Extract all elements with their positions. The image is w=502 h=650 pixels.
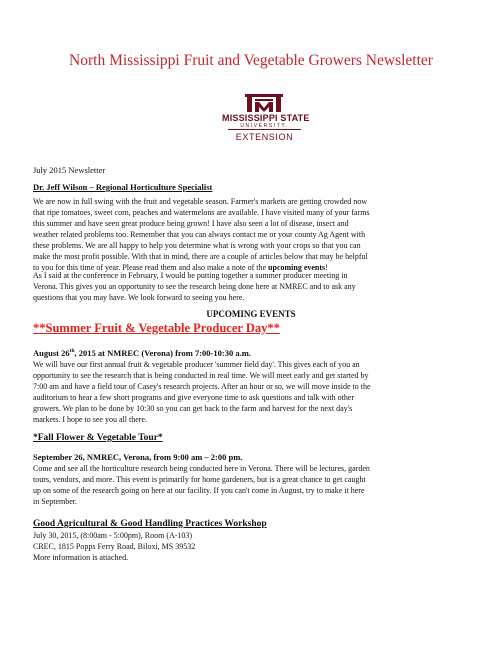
upcoming-events-emphasis: upcoming events	[268, 263, 326, 272]
event1-date-sup: th	[69, 348, 75, 355]
event3-description	[33, 530, 478, 563]
logo-university-name: MISSISSIPPI STATE	[222, 113, 310, 123]
msu-gate-icon	[245, 94, 283, 112]
event1-line: markets. I hope to see you all there.	[33, 415, 147, 424]
intro-line: weather related problems too. Remember that you can always contact me or your county Ag Agent with	[33, 230, 366, 239]
event2-date: September 26, NMREC, Verona, from 9:00 am – 2:00 pm.	[33, 452, 243, 462]
intro-line: these problems. We are all happy to help you determine what is wrong with your crops so that you can	[33, 241, 361, 250]
logo-extension-word: EXTENSION	[235, 132, 294, 142]
meeting-line: questions that you may have. We look forward to seeing you here.	[33, 293, 245, 302]
event1-line: 7:00 am and have a field tour of Casey's research projects. After an hour or so, we will move inside to the	[33, 382, 371, 391]
event1-date-post: , 2015 at NMREC (Verona) from 7:00-10:30 a.m.	[74, 348, 251, 358]
meeting-line: Verona. This gives you an opportunity to see the research being done here at NMREC and to ask any	[33, 282, 356, 291]
event1-date-pre: August 26	[33, 348, 70, 358]
meeting-line: As I said at the conference in February, I would be putting together a summer producer meeting in	[33, 271, 348, 280]
event1-line: opportunity to see the research that is being conducted in real time. We will meet early and get started by	[33, 371, 369, 380]
event1-line: growers. We plan to be done by 10:30 so you can get back to the farm and harvest for the next day's	[33, 404, 353, 413]
intro-line: this summer and have seen great produce being grown! I have also seen a lot of disease, insect and	[33, 219, 349, 228]
event2-heading: *Fall Flower & Vegetable Tour*	[33, 433, 163, 443]
intro-paragraph	[33, 196, 478, 273]
logo-university-word: UNIVERSITY.	[240, 123, 289, 129]
newsletter-date: July 2015 Newsletter	[33, 165, 106, 175]
event3-line: More information is attached.	[33, 553, 129, 562]
event1-line: We will have our first annual fruit & vegetable producer 'summer field day'. This gives each of you an	[33, 360, 360, 369]
upcoming-events-heading: UPCOMING EVENTS	[206, 309, 296, 319]
meeting-paragraph	[33, 270, 478, 303]
author-heading: Dr. Jeff Wilson – Regional Horticulture Specialist	[33, 182, 213, 192]
event2-description	[33, 463, 478, 507]
event2-line: in September.	[33, 497, 77, 506]
event1-date	[33, 348, 251, 358]
event3-line: CREC, 1815 Popps Ferry Road, Biloxi, MS 39532	[33, 542, 196, 551]
msu-extension-logo	[222, 94, 310, 148]
newsletter-title: North Mississippi Fruit and Vegetable Growers Newsletter	[69, 52, 433, 69]
intro-line-text: to you for this time of year. Please read them and also make a note of the	[33, 263, 269, 272]
event1-description	[33, 359, 478, 425]
logo-divider	[228, 129, 301, 130]
intro-line: that ripe tomatoes, sweet corn, peaches and watermelons are available. I have visited many of your farms	[33, 208, 370, 217]
intro-line: We are now in full swing with the fruit and vegetable season. Farmer's markets are getting crowded now	[33, 197, 368, 206]
event1-line: auditorium to hear a few short programs and give everyone time to ask questions and talk with other	[33, 393, 355, 402]
event2-line: Come and see all the horticulture research being conducted here in Verona. There will be lectures, garden	[33, 464, 370, 473]
event3-heading: Good Agricultural & Good Handling Practices Workshop	[33, 519, 267, 529]
event3-line: July 30, 2015, (8:00am - 5:00pm), Room (A-103)	[33, 531, 193, 540]
event2-line: tours, vendors, and more. This event is primarily for home gardeners, but is a great chance to get caught	[33, 475, 366, 484]
producer-day-heading: **Summer Fruit & Vegetable Producer Day**	[33, 321, 280, 335]
intro-line: make the most profit possible. With that in mind, there are a couple of articles below that may be helpful	[33, 252, 368, 261]
intro-line-end: !	[325, 263, 328, 272]
event2-line: up on some of the research going on here at our facility. If you can't come in August, try to make it here	[33, 486, 365, 495]
